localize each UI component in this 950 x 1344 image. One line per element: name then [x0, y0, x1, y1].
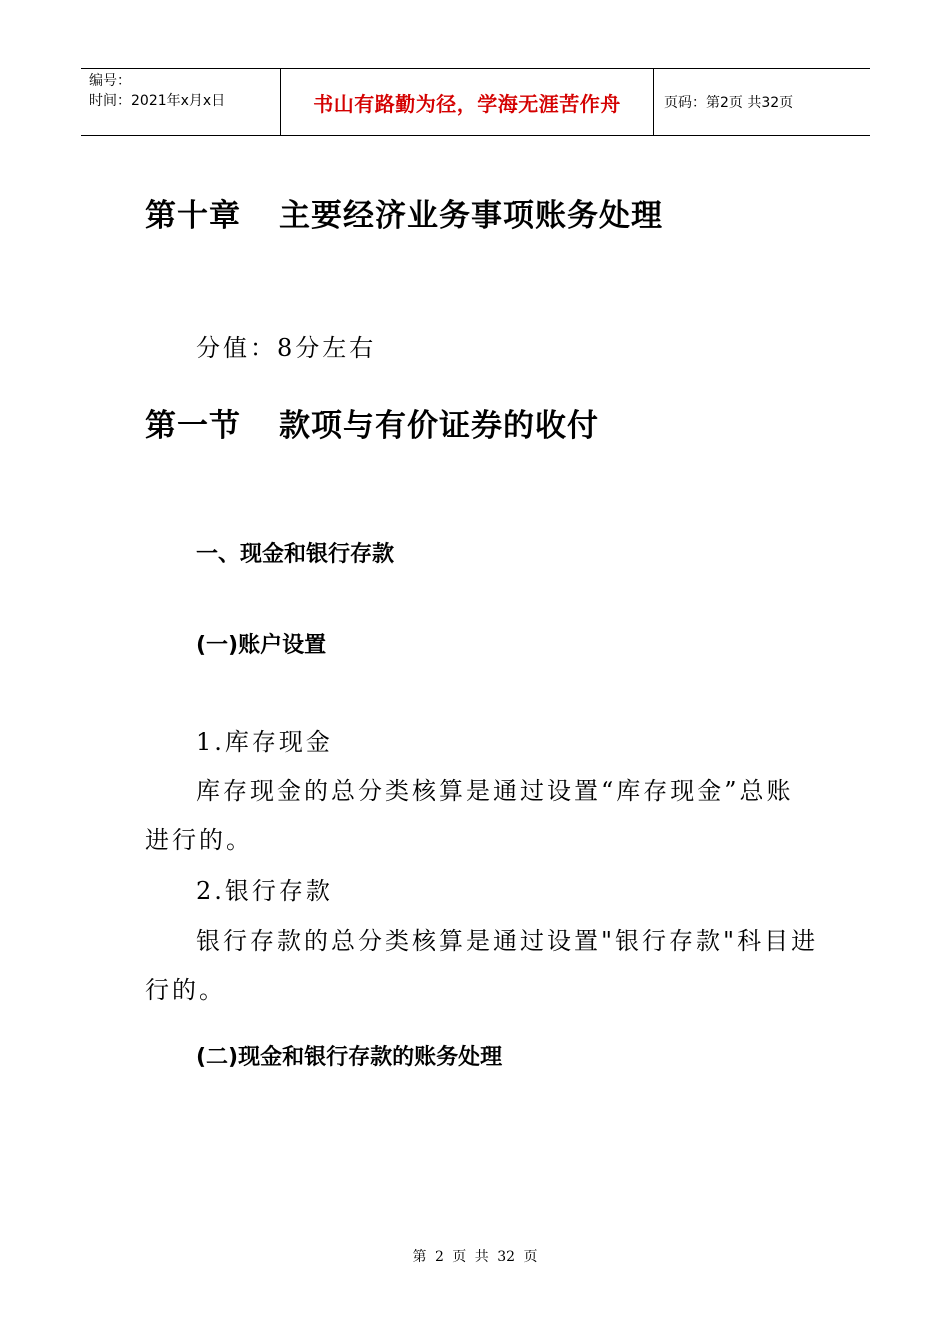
header-time-label: 时间：2021年x月x日	[89, 93, 226, 109]
page-footer: 第 2 页 共 32 页	[412, 1249, 538, 1265]
subheading-account-setup: (一)账户设置	[196, 633, 327, 658]
section-name: 款项与有价证券的收付	[279, 408, 599, 444]
item-cash-line1: 库存现金的总分类核算是通过设置“库存现金”总账	[196, 777, 794, 805]
item-cash-line2: 进行的。	[145, 826, 253, 854]
section-title	[145, 400, 599, 445]
score-line: 分值：8分左右	[196, 334, 377, 362]
item-cash-title: 1.库存现金	[196, 728, 333, 756]
header-number-label: 编号：	[89, 73, 131, 89]
chapter-number: 第十章	[145, 198, 241, 234]
heading-cash-and-deposits: 一、现金和银行存款	[196, 542, 395, 567]
item-bank-title: 2.银行存款	[196, 877, 333, 905]
page-header	[81, 68, 870, 136]
subheading-accounting: (二)现金和银行存款的账务处理	[196, 1045, 503, 1070]
section-number: 第一节	[145, 408, 241, 444]
header-page-info: 页码：第2页 共32页	[664, 95, 794, 111]
item-bank-line2: 行的。	[145, 976, 226, 1004]
header-meta	[81, 69, 281, 135]
chapter-name: 主要经济业务事项账务处理	[279, 198, 663, 234]
chapter-title	[145, 190, 663, 235]
header-motto: 书山有路勤为径，学海无涯苦作舟	[281, 69, 654, 135]
item-bank-line1: 银行存款的总分类核算是通过设置"银行存款"科目进	[196, 927, 819, 955]
